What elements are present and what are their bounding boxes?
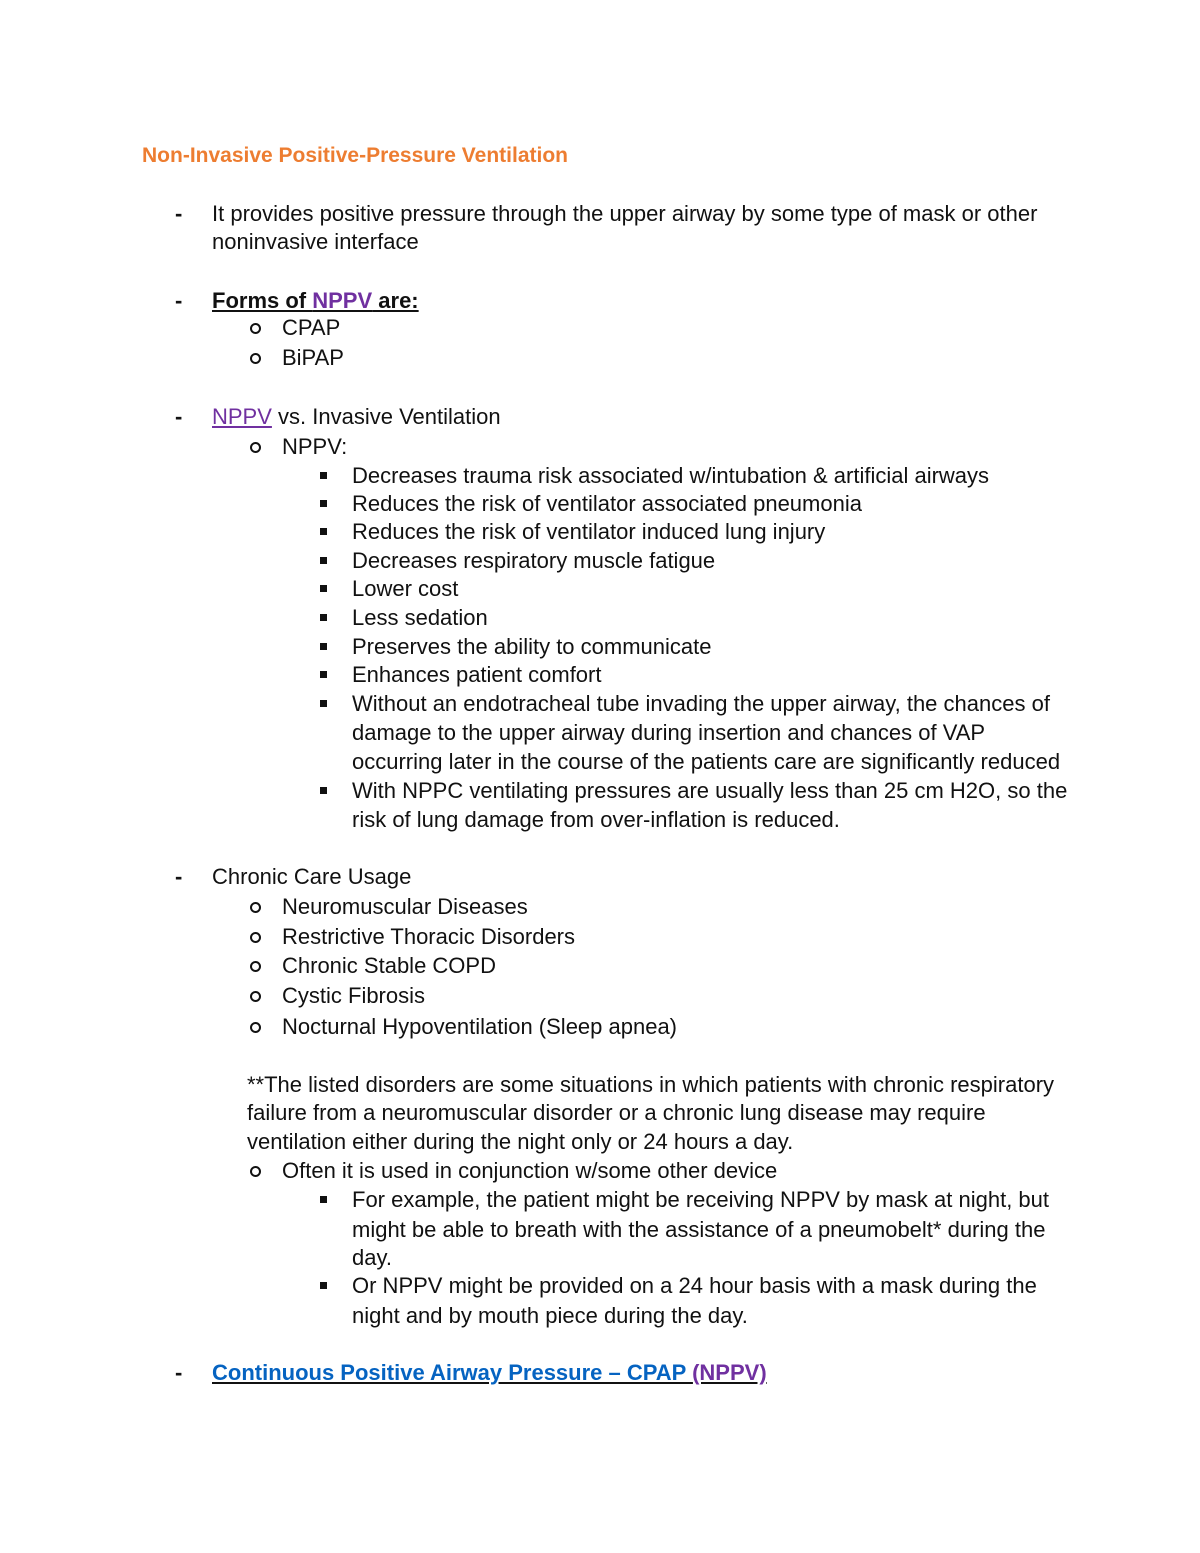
intro-line: It provides positive pressure through the upper airway by some type of mask or other (212, 201, 1038, 226)
note-line: **The listed disorders are some situations in which patients with chronic respiratory (247, 1072, 1055, 1097)
list-item: BiPAP (282, 345, 344, 370)
nppv-term[interactable]: (NPPV) (692, 1360, 767, 1385)
dash-bullet: - (175, 288, 183, 313)
circle-bullet-icon (250, 323, 261, 334)
list-item: Decreases trauma risk associated w/intubation & artificial airways (352, 463, 990, 488)
square-bullet-icon (320, 671, 327, 678)
intro-line: noninvasive interface (212, 229, 419, 254)
comparison-subheading: NPPV: (282, 434, 348, 459)
list-item-line: With NPPC ventilating pressures are usually less than 25 cm H2O, so the (352, 778, 1068, 803)
square-bullet-icon (320, 614, 327, 621)
circle-bullet-icon (250, 932, 261, 943)
list-item: Cystic Fibrosis (282, 983, 426, 1008)
square-bullet-icon (320, 472, 327, 479)
circle-bullet-icon (250, 1166, 261, 1177)
dash-bullet: - (175, 1360, 183, 1385)
square-bullet-icon (320, 787, 327, 794)
forms-heading-prefix: Forms of (212, 288, 313, 313)
list-item: Neuromuscular Diseases (282, 894, 528, 919)
cpap-section-link[interactable] (212, 1359, 767, 1387)
square-bullet-icon (320, 700, 327, 707)
list-item: Preserves the ability to communicate (352, 634, 712, 659)
list-item: Decreases respiratory muscle fatigue (352, 548, 716, 573)
square-bullet-icon (320, 643, 327, 650)
forms-heading-suffix: are: (372, 288, 419, 313)
list-item: CPAP (282, 315, 341, 340)
square-bullet-icon (320, 557, 327, 564)
list-item: Restrictive Thoracic Disorders (282, 924, 576, 949)
circle-bullet-icon (250, 902, 261, 913)
dash-bullet: - (175, 201, 183, 226)
list-item: Enhances patient comfort (352, 662, 602, 687)
list-item-line: For example, the patient might be receiving NPPV by mask at night, but (352, 1187, 1050, 1212)
circle-bullet-icon (250, 442, 261, 453)
comparison-heading (212, 403, 501, 431)
circle-bullet-icon (250, 1022, 261, 1033)
list-item: Lower cost (352, 576, 459, 601)
square-bullet-icon (320, 1282, 327, 1289)
list-item-line: Without an endotracheal tube invading the upper airway, the chances of (352, 691, 1050, 716)
chronic-heading: Chronic Care Usage (212, 864, 412, 889)
square-bullet-icon (320, 500, 327, 507)
list-item-line: damage to the upper airway during insertion and chances of VAP (352, 720, 986, 745)
cpap-link-text[interactable]: Continuous Positive Airway Pressure – CPAP (212, 1360, 693, 1385)
nppv-term: NPPV (212, 404, 272, 429)
note-line: failure from a neuromuscular disorder or a chronic lung disease may require (247, 1100, 986, 1125)
square-bullet-icon (320, 528, 327, 535)
dash-bullet: - (175, 864, 183, 889)
comparison-heading-rest: vs. Invasive Ventilation (271, 404, 501, 429)
dash-bullet: - (175, 404, 183, 429)
note-line: ventilation either during the night only or 24 hours a day. (247, 1129, 794, 1154)
list-item: Often it is used in conjunction w/some other device (282, 1158, 778, 1183)
forms-heading (212, 287, 419, 315)
page-title: Non-Invasive Positive-Pressure Ventilation (142, 144, 568, 167)
square-bullet-icon (320, 1196, 327, 1203)
list-item-line: occurring later in the course of the patients care are significantly reduced (352, 749, 1061, 774)
circle-bullet-icon (250, 991, 261, 1002)
list-item: Less sedation (352, 605, 488, 630)
square-bullet-icon (320, 585, 327, 592)
list-item-line: risk of lung damage from over-inflation is reduced. (352, 807, 840, 832)
circle-bullet-icon (250, 353, 261, 364)
list-item-line: day. (352, 1245, 392, 1270)
list-item-line: might be able to breath with the assistance of a pneumobelt* during the (352, 1217, 1046, 1242)
circle-bullet-icon (250, 961, 261, 972)
list-item: Reduces the risk of ventilator associated pneumonia (352, 491, 862, 516)
list-item: Reduces the risk of ventilator induced lung injury (352, 519, 826, 544)
list-item-line: Or NPPV might be provided on a 24 hour basis with a mask during the (352, 1273, 1037, 1298)
list-item: Chronic Stable COPD (282, 953, 496, 978)
list-item-line: night and by mouth piece during the day. (352, 1303, 748, 1328)
nppv-term: NPPV (312, 288, 373, 313)
list-item: Nocturnal Hypoventilation (Sleep apnea) (282, 1014, 678, 1039)
